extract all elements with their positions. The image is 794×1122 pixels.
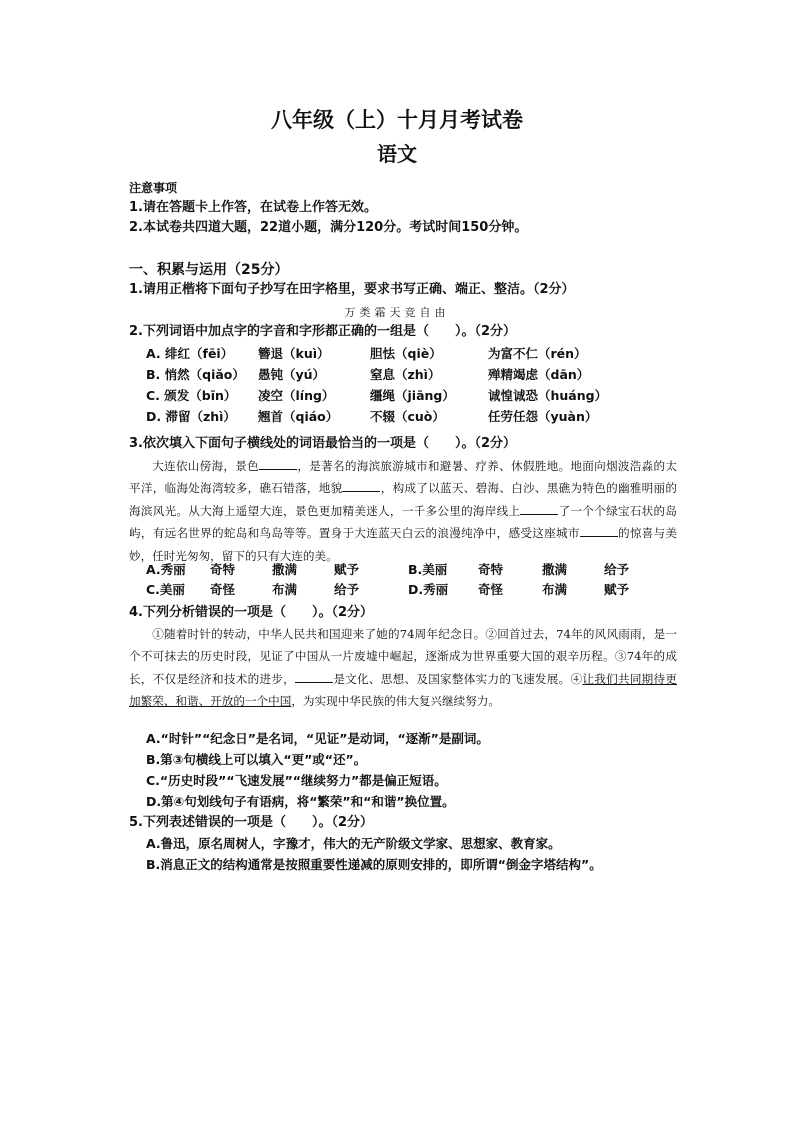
exam-subject: 语文 [377,142,417,166]
q2-c1: C. 颁发（bīn） [146,388,237,403]
q5-option-b: B.消息正文的结构通常是按照重要性递减的原则安排的，即所谓“倒金字塔结构”。 [146,857,602,872]
blank-1 [259,457,297,470]
question-3-stem: 3.依次填入下面句子横线处的词语最恰当的一项是（ ）。（2分） [129,436,517,451]
exam-title: 八年级（上）十月月考试卷 [271,108,523,132]
q3-d-1: D.秀丽 [408,582,449,597]
question-3-passage: 大连依山傍海，景色 ，是著名的海滨旅游城市和避暑、疗养、休假胜地。地面向烟波浩淼的太平洋，临海处海湾较多，礁石错落，地貌 ，构成了以蓝天、碧海、白沙、黑礁为特色的幽雅明丽的海滨风光。从大海上遥望大连，景色更加精美迷人，一千多公里的海岸线上 了一个个绿宝石状的岛屿，有远名世界的蛇岛和鸟岛等等。置身于大连蓝天白云的浪漫纯净中，感受这座城市 的惊喜与美妙，任时光匆匆，留下的只有大连的美。 [129,459,677,563]
q2-c4: 诚惶诚恐（huáng） [488,388,608,403]
blank-3 [520,502,558,515]
blank-4 [580,524,618,537]
question-1-sentence: 万类霜天竞自由 [344,306,450,319]
notes-heading: 注意事项 [129,181,178,195]
section-heading: 一、积累与运用（25分） [129,262,289,278]
question-2-stem: 2.下列词语中加点字的字音和字形都正确的一组是（ ）。（2分） [129,324,517,339]
q2-d1: D. 滞留（zhì） [146,409,236,424]
q3-b-4: 给予 [604,562,630,577]
q4-option-a: A.“时针”“纪念日”是名词，“见证”是动词，“逐渐”是副词。 [146,731,489,746]
q2-d2: 翘首（qiáo） [258,409,339,424]
q3-d-4: 赋予 [604,582,630,597]
q3-a-3: 撒满 [272,562,298,577]
q3-d-2: 奇怪 [478,582,504,597]
q4-option-d: D.第④句划线句子有语病，将“繁荣”和“和谐”换位置。 [146,794,455,809]
q2-a2: 簪退（kuì） [258,346,330,361]
q3-b-1: B.美丽 [408,562,448,577]
q3-c-4: 给予 [334,582,360,597]
q3-c-2: 奇怪 [210,582,236,597]
q2-b2: 愚钝（yú） [258,367,326,382]
question-5-stem: 5.下列表述错误的一项是（ ）。（2分） [129,815,374,830]
question-4-stem: 4.下列分析错误的一项是（ ）。（2分） [129,605,374,620]
q2-c3: 缰绳（jiāng） [370,388,455,403]
q3-b-2: 奇特 [478,562,504,577]
q2-b3: 窒息（zhì） [370,367,441,382]
q3-b-3: 撒满 [542,562,568,577]
q2-d4: 任劳任怨（yuàn） [488,409,598,424]
q2-a1: A. 绯红（fēi） [146,346,234,361]
q3-d-3: 布满 [542,582,568,597]
q4-underlined-sentence: 让我们共同期待更加繁荣、和谐、开放的一个中国 [129,671,677,709]
question-1-stem: 1.请用正楷将下面句子抄写在田字格里，要求书写正确、端正、整洁。（2分） [129,282,575,297]
q2-b1: B. 悄然（qiǎo） [146,367,245,382]
q4-option-b: B.第③句横线上可以填入“更”或“还”。 [146,752,367,767]
q2-c2: 凌空（líng） [258,388,335,403]
q2-a4: 为富不仁（rén） [488,346,587,361]
q2-d3: 不辍（cuò） [370,409,445,424]
q3-c-1: C.美丽 [146,582,185,597]
note-item-2: 2.本试卷共四道大题，22道小题，满分120分。考试时间150分钟。 [129,220,528,235]
q2-a3: 胆怯（qiè） [370,346,442,361]
q3-a-2: 奇特 [210,562,236,577]
q4-option-c: C.“历史时段”“飞速发展”“继续努力”都是偏正短语。 [146,773,447,788]
question-2-options [146,343,628,427]
q2-b4: 殚精竭虑（dān） [488,367,590,382]
q4-blank [295,670,333,683]
note-item-1: 1.请在答题卡上作答，在试卷上作答无效。 [129,200,377,215]
blank-2 [342,479,380,492]
q5-option-a: A.鲁迅，原名周树人，字豫才，伟大的无产阶级文学家、思想家、教育家。 [146,836,561,851]
q3-a-1: A.秀丽 [146,562,186,577]
q3-c-3: 布满 [272,582,298,597]
question-3-options [146,560,666,600]
q3-a-4: 赋予 [334,562,360,577]
question-4-passage: ①随着时针的转动，中华人民共和国迎来了她的74周年纪念日。②回首过去，74年的风风雨雨，是一个不可抹去的历史时段，见证了中国从一片废墟中崛起，逐渐成为世界重要大国的艰辛历程。③74年的成长，不仅是经济和技术的进步， 是文化、思想、及国家整体实力的飞速发展。④让我们共同期待更加繁荣、和谐、开放的一个中国，为实现中华民族的伟大复兴继续努力。 [129,627,677,709]
